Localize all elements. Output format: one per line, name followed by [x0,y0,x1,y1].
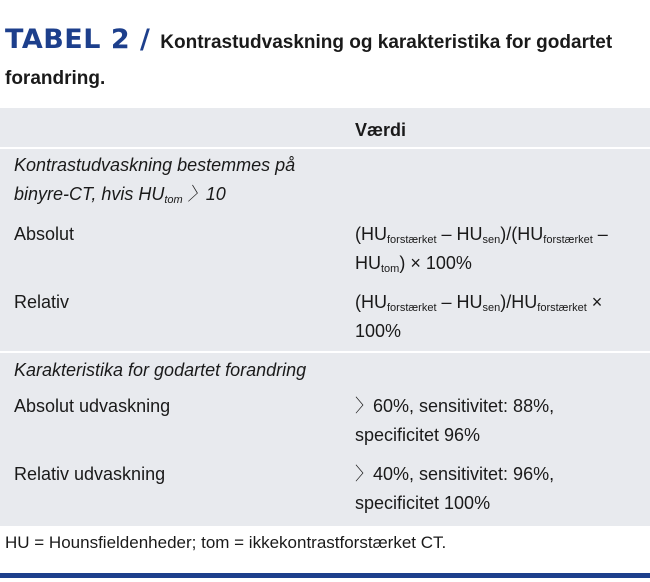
subscript: sen [482,234,501,246]
section-heading-contrast-washout [14,151,334,209]
row-value-absolut [355,220,645,278]
table-footnote: HU = Hounsfieldenheder; tom = ikkekontrastforstærket CT. [5,533,447,552]
row-label-relativ: Relativ [14,292,70,312]
row-value-relativ [355,288,645,346]
formula-part: (HU [355,224,387,244]
formula-part: (HU [355,292,387,312]
section-heading-characteristics: Karakteristika for godartet forandring [14,360,307,380]
data-table [0,108,650,526]
formula-part: – HU [355,224,608,273]
subscript: forstærket [387,302,437,314]
table-title: Kontrastudvaskning og karakteristika for godartet forandring. [5,32,613,89]
row-label-absolut-udvaskning: Absolut udvaskning [14,396,171,416]
formula-part: ) × 100% [399,253,472,273]
column-header-value: Værdi [355,120,407,140]
subscript: tom [164,194,183,206]
subscript: forstærket [537,302,587,314]
formula-part: – HU [436,224,483,244]
formula-part: )/HU [500,292,538,312]
formula-part: )/(HU [500,224,544,244]
bottom-accent-rule [0,573,650,578]
row-label-relativ-udvaskning: Relativ udvaskning [14,464,166,484]
header-divider [0,147,650,149]
section-divider [0,351,650,353]
subscript: forstærket [387,234,437,246]
row-value-relativ-udvaskning: 〉40%, sensitivitet: 96%, specificitet 100% [355,464,555,513]
section-heading-suffix: 〉10 [182,184,226,204]
subscript: tom [381,263,400,275]
formula-part: × 100% [355,292,603,341]
subscript: forstærket [543,234,593,246]
row-value-absolut-udvaskning: 〉60%, sensitivitet: 88%, specificitet 96% [355,396,555,445]
row-label-absolut: Absolut [14,224,75,244]
subscript: sen [482,302,501,314]
table-caption [5,22,645,97]
table-number-label: TABEL 2 / [5,24,161,55]
formula-part: – HU [436,292,483,312]
section-heading-text: Kontrastudvaskning bestemmes på binyre-CT, hvis HU [14,155,296,204]
